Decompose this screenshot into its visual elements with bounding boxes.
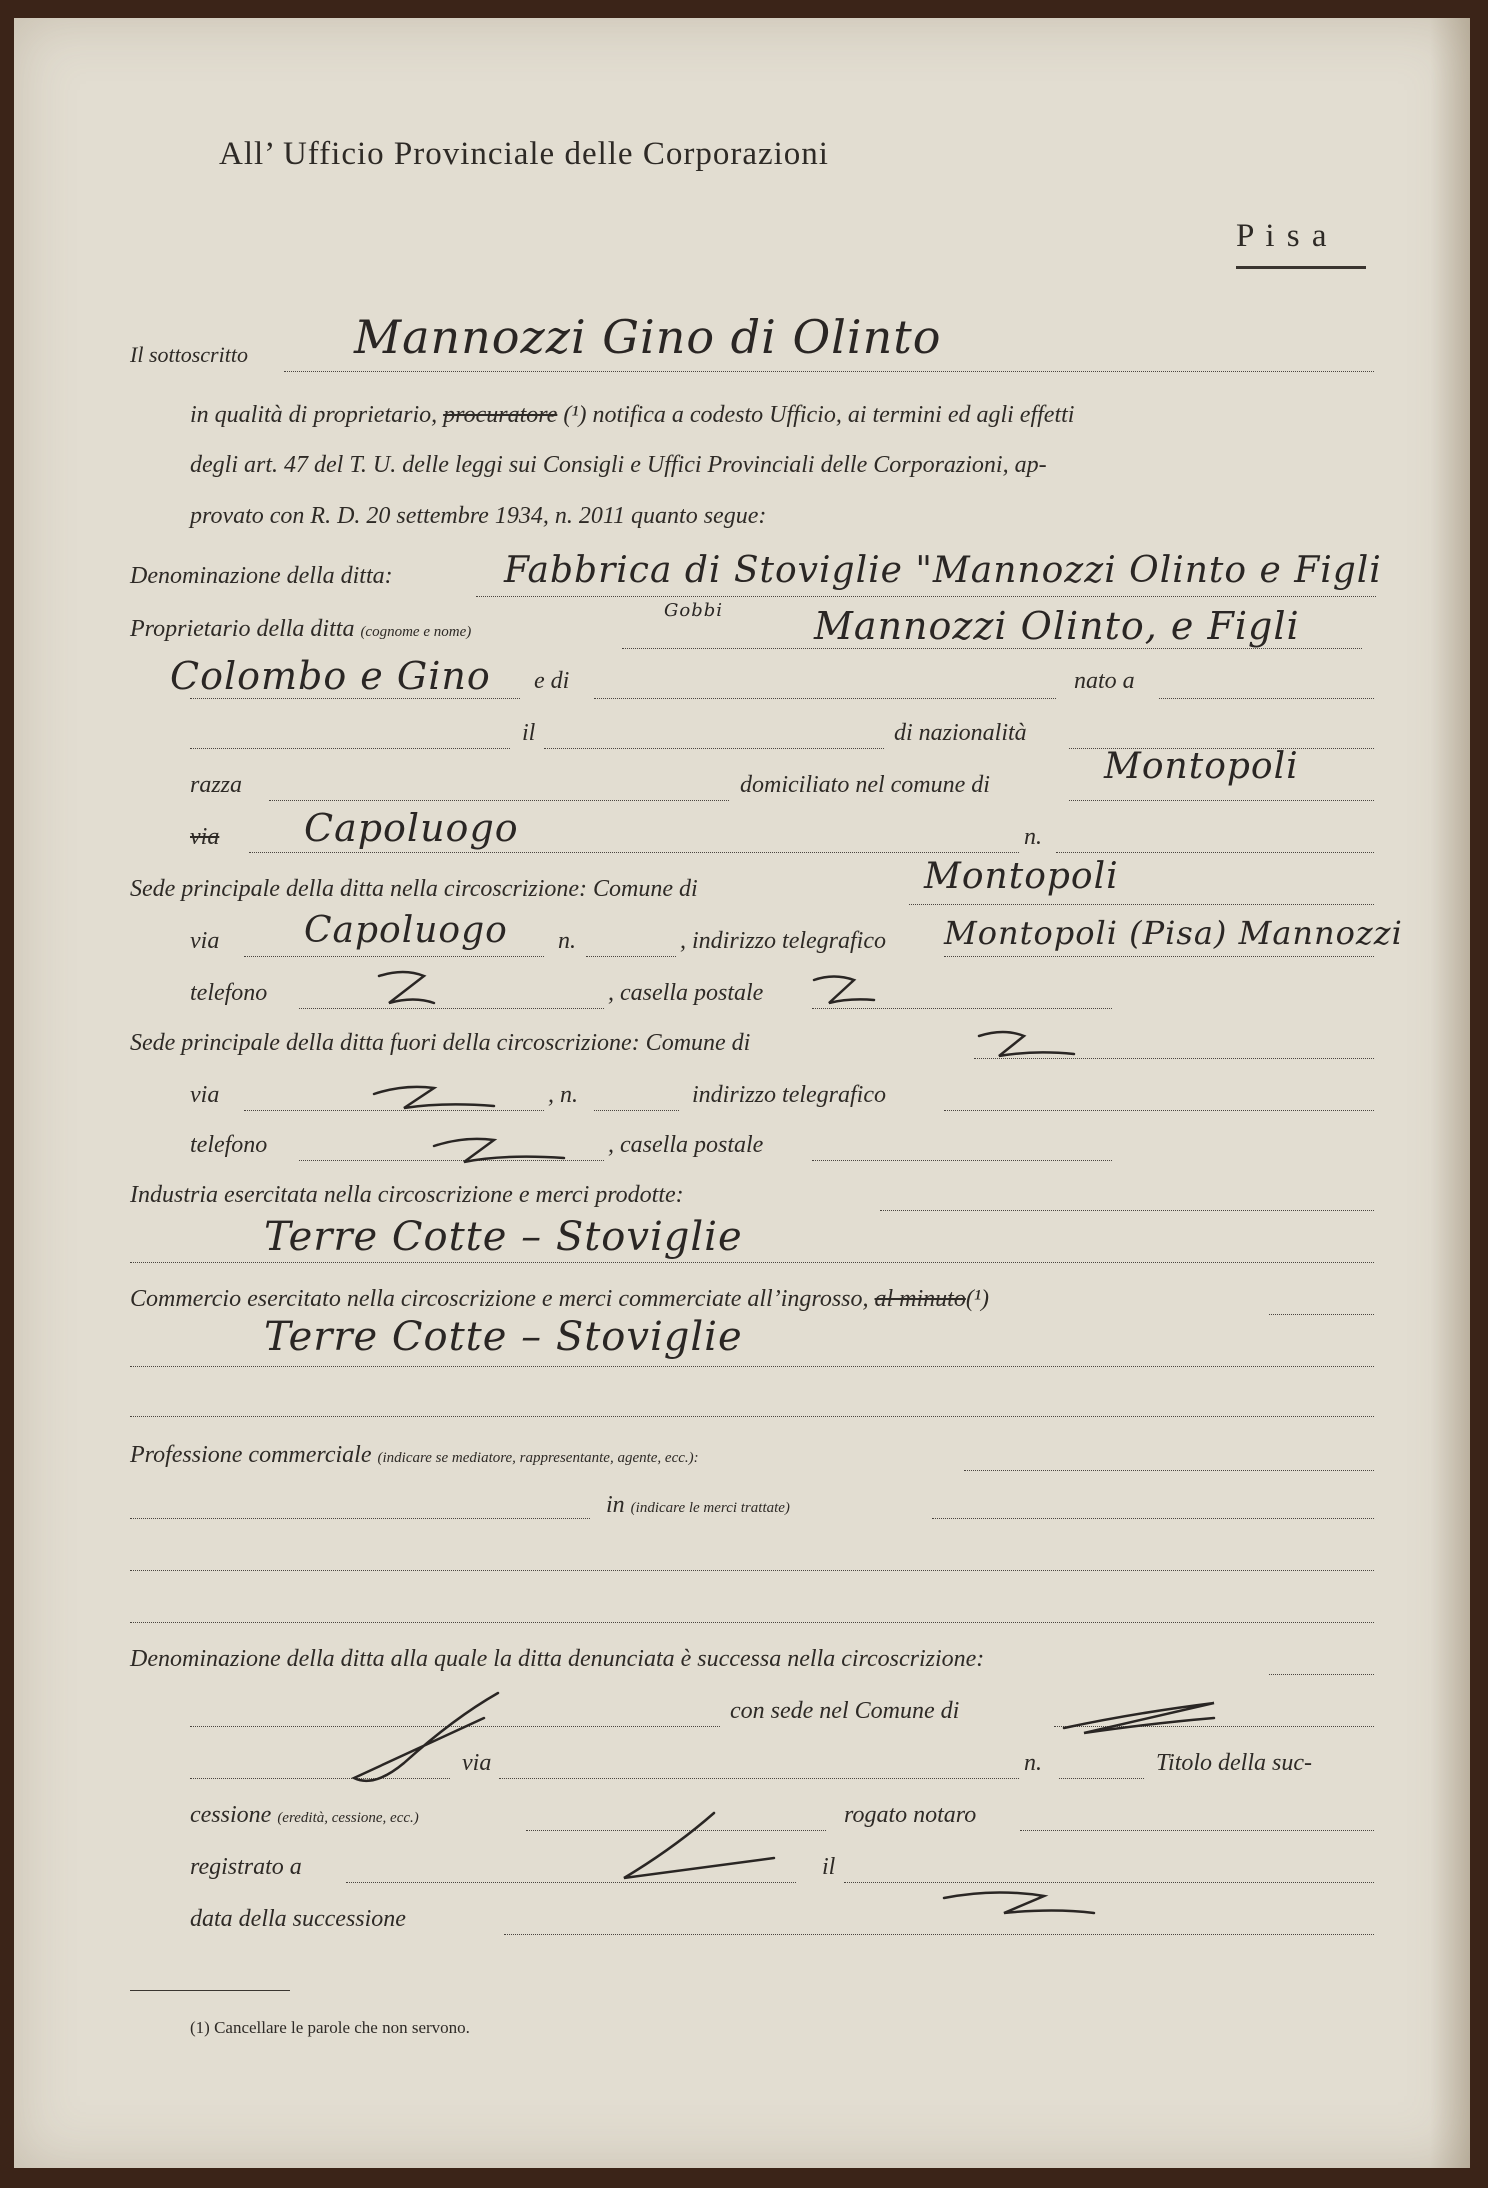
via-value: Capoluogo [304,806,519,850]
con-sede-label: con sede nel Comune di [730,1698,960,1724]
casella-label: , casella postale [608,980,764,1006]
sede-via-label: via [190,928,220,954]
e-di-label: e di [534,668,570,694]
titolo-label: Titolo della suc- [1156,1750,1312,1776]
di-value: Colombo e Gino [170,654,491,698]
registrato-label: registrato a [190,1854,302,1880]
domiciliato-value: Montopoli [1104,746,1299,787]
sede-telegrafico-value: Montopoli (Pisa) Mannozzi [944,914,1403,952]
denominazione-extra: Gobbi [664,600,724,621]
il-label: il [522,720,536,746]
nato-label: nato a [1074,668,1135,694]
successione-label: Denominazione della ditta alla quale la ditta denunciata è successa nella circoscrizione: [130,1646,985,1672]
succ-n-label: n. [1024,1750,1042,1776]
city-heading: P i s a [1236,218,1329,254]
cancellation-scribbles [14,18,1470,2168]
fuori-telefono-label: telefono [190,1132,268,1158]
nazionalita-label: di nazionalità [894,720,1027,746]
razza-label: razza [190,772,243,798]
office-heading: All’ Ufficio Provinciale delle Corporazioni [219,136,829,172]
industria-value: Terre Cotte – Stoviglie [264,1214,743,1260]
sottoscritto-label: Il sottoscritto [130,342,248,367]
fuori-telegrafico-label: indirizzo telegrafico [692,1082,886,1108]
footnote: (1) Cancellare le parole che non servono. [190,2018,470,2037]
intro-line-2: degli art. 47 del T. U. delle leggi sui Consigli e Uffici Provinciali delle Corporazioni, ap- [190,452,1047,478]
fuori-n-label: , n. [548,1082,578,1108]
industria-label: Industria esercitata nella circoscrizione e merci prodotte: [130,1182,684,1208]
denominazione-value: Fabbrica di Stoviglie "Mannozzi Olinto e Figli [504,550,1382,591]
rogato-label: rogato notaro [844,1802,977,1828]
cessione-label: cessione (eredità, cessione, ecc.) [190,1802,419,1828]
sede-n-label: n. [558,928,576,954]
sede-telegrafico-label: , indirizzo telegrafico [680,928,886,954]
in-label: in (indicare le merci trattate) [606,1492,790,1518]
fuori-casella-label: , casella postale [608,1132,764,1158]
via-n-label: n. [1024,824,1042,850]
form-page [14,18,1470,2168]
fuori-via-label: via [190,1082,220,1108]
succ-via-label: via [462,1750,492,1776]
professione-label: Professione commerciale (indicare se mediatore, rappresentante, agente, ecc.): [130,1442,699,1468]
via-label: via [190,824,220,850]
succ-il-label: il [822,1854,836,1880]
sede-comune-value: Montopoli [924,856,1119,897]
fuori-label: Sede principale della ditta fuori della circoscrizione: Comune di [130,1030,751,1056]
proprietario-label: Proprietario della ditta (cognome e nome) [130,616,472,642]
commercio-label: Commercio esercitato nella circoscrizione e merci commerciate all’ingrosso, al minuto(¹) [130,1286,990,1312]
intro-line-3: provato con R. D. 20 settembre 1934, n. 2011 quanto segue: [190,503,767,529]
intro-line-1: in qualità di proprietario, procuratore (¹) notifica a codesto Ufficio, ai termini ed agli effetti [190,402,1075,428]
proprietario-value: Mannozzi Olinto, e Figli [814,604,1300,648]
sottoscritto-value: Mannozzi Gino di Olinto [354,310,942,364]
data-label: data della successione [190,1906,406,1932]
sede-label: Sede principale della ditta nella circoscrizione: Comune di [130,876,698,902]
commercio-value: Terre Cotte – Stoviglie [264,1314,743,1360]
sede-via-value: Capoluogo [304,910,508,951]
denominazione-label: Denominazione della ditta: [130,563,393,589]
telefono-label: telefono [190,980,268,1006]
domiciliato-label: domiciliato nel comune di [740,772,990,798]
